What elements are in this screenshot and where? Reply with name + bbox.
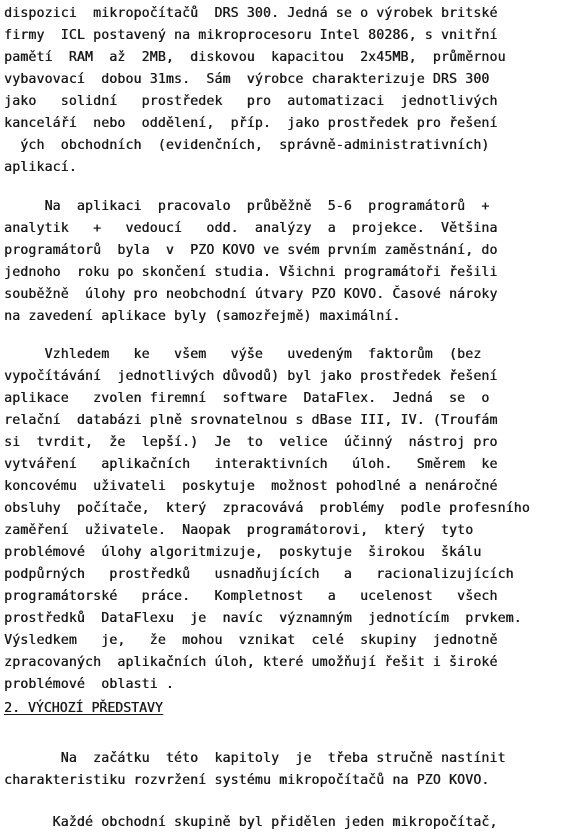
text-line: dispozici mikropočítačů DRS 300. Jedná se o výrobek britské bbox=[4, 6, 498, 21]
text-line: vypočítávání jednotlivých důvodů) byl jako prostředek řešení bbox=[4, 369, 498, 384]
text-line: na zavedení aplikace byly (samozřejmě) maximální. bbox=[4, 309, 401, 324]
text-line: problémové oblasti . bbox=[4, 677, 174, 692]
text-line: Na aplikaci pracovalo průběžně 5-6 programátorů + bbox=[4, 199, 490, 214]
text-line: Výsledkem je, že mohou vznikat celé skupiny jednotně bbox=[4, 633, 498, 648]
text-line: aplikace zvolen firemní software DataFlex. Jedná se o bbox=[4, 391, 490, 406]
text-line: koncovému uživateli poskytuje možnost pohodlné a nenáročné bbox=[4, 479, 498, 494]
text-line: obsluhy počítače, který zpracovává problémy podle profesního bbox=[4, 501, 530, 516]
text-line: aplikací. bbox=[4, 160, 77, 175]
text-line: problémové úlohy algoritmizuje, poskytuje širokou škálu bbox=[4, 545, 482, 560]
text-line: zpracovaných aplikačních úloh, které umožňují řešit i široké bbox=[4, 655, 498, 670]
text-line: zaměření uživatele. Naopak programátorovi, který tyto bbox=[4, 523, 474, 538]
text-line: prostředků DataFlexu je navíc významným jednotícím prvkem. bbox=[4, 611, 522, 626]
text-line: vybavovací dobou 31ms. Sám výrobce charakterizuje DRS 300 bbox=[4, 72, 490, 87]
text-line: Vzhledem ke všem výše uvedeným faktorům (bez bbox=[4, 347, 482, 362]
text-line: jednoho roku po skončení studia. Všichni programátoři řešili bbox=[4, 265, 498, 280]
text-line: ých obchodních (evidenčních, správně-administrativních) bbox=[4, 138, 490, 153]
section-heading: 2. VÝCHOZÍ PŘEDSTAVY bbox=[4, 701, 163, 716]
text-line: firmy ICL postavený na mikroprocesoru Intel 80286, s vnitřní bbox=[4, 28, 498, 43]
text-line: souběžně úlohy pro neobchodní útvary PZO KOVO. Časové nároky bbox=[4, 287, 498, 302]
text-line: jako solidní prostředek pro automatizaci jednotlivých bbox=[4, 94, 498, 109]
text-line: si tvrdit, že lepší.) Je to velice účinný nástroj pro bbox=[4, 435, 498, 450]
text-line: pamětí RAM až 2MB, diskovou kapacitou 2x45MB, průměrnou bbox=[4, 50, 506, 65]
text-line: Každé obchodní skupině byl přidělen jeden mikropočítač, bbox=[4, 815, 498, 830]
text-line: relační databázi plně srovnatelnou s dBase III, IV. (Troufám bbox=[4, 413, 498, 428]
text-line: programátorů byla v PZO KOVO ve svém prvním zaměstnání, do bbox=[4, 243, 498, 258]
text-line: podpůrných prostředků usnadňujících a racionalizujících bbox=[4, 567, 514, 582]
text-line: Na začátku této kapitoly je třeba stručně nastínit bbox=[4, 751, 506, 766]
text-line: charakteristiku rozvržení systému mikropočítačů na PZO KOVO. bbox=[4, 773, 490, 788]
text-line: kanceláří nebo oddělení, příp. jako prostředek pro řešení bbox=[4, 116, 498, 131]
text-line: analytik + vedoucí odd. analýzy a projekce. Většina bbox=[4, 221, 498, 236]
text-line: vytváření aplikačních interaktivních úloh. Směrem ke bbox=[4, 457, 498, 472]
text-line: programátorské práce. Kompletnost a ucelenost všech bbox=[4, 589, 498, 604]
